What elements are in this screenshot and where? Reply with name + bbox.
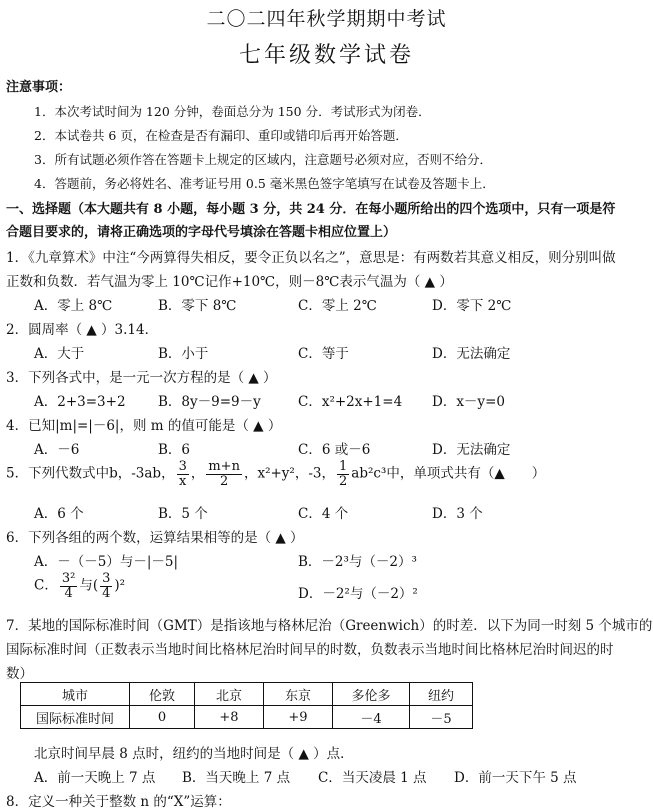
q2-option-c: C．等于 [298, 346, 349, 362]
q5-option-d: D．3 个 [432, 506, 483, 522]
q2-option-b: B．小于 [158, 346, 209, 362]
q5-stem-a: 5．下列代数式中b，-3ab， [6, 465, 175, 482]
q6-option-c [34, 572, 125, 600]
q5-fraction-1-num: 3 [178, 459, 187, 474]
notes-heading: 注意事项： [6, 80, 72, 95]
q5-fraction-3-num: 1 [338, 459, 348, 474]
q5-fraction-3 [337, 460, 349, 488]
q6-option-c-fraction-2 [100, 572, 112, 600]
q5-fraction-1-den: x [179, 473, 187, 489]
note-item-3: 3．所有试题必须作答在答题卡上规定的区域内，注意题号必须对应，否则不给分． [34, 152, 492, 167]
q7-stem-line-2: 国际标准时间（正数表示当地时间比格林尼治时间早的时数，负数表示当地时间比格林尼治时间迟的时 [6, 642, 614, 658]
q7-option-a: A．前一天晚上 7 点 [34, 770, 156, 786]
table-header-cell: 城市 [21, 683, 130, 706]
note-item-4: 4．答题前，务必将姓名、准考证号用 0.5 毫米黑色签字笔填写在试卷及答题卡上． [34, 176, 495, 191]
q5-fraction-2-den: 2 [220, 473, 229, 489]
q6-option-c-fraction-2-num: 3 [102, 571, 111, 586]
q6-option-c-fraction-1-num: 3² [61, 571, 76, 586]
q6-option-b: B．－2³与（－2）³ [298, 554, 417, 570]
exam-title: 二〇二四年秋学期期中考试 [206, 8, 447, 30]
q4-option-c: C．6 或－6 [298, 442, 371, 458]
q1-option-a: A．零上 8℃ [34, 298, 113, 314]
q3-option-b: B．8y－9=9－y [158, 394, 261, 410]
table-header-cell: 纽约 [410, 683, 473, 706]
q7-option-c: C．当天凌晨 1 点 [318, 770, 427, 786]
table-header-cell: 多伦多 [333, 683, 410, 706]
table-cell: 0 [130, 706, 195, 729]
q2-option-a: A．大于 [34, 346, 85, 362]
table-cell: 国际标准时间 [21, 706, 130, 729]
q6-option-c-fraction-2-den: 4 [102, 585, 111, 601]
q7-stem-line-3: 数） [6, 666, 33, 682]
q5-fraction-3-den: 2 [338, 473, 348, 489]
q3-option-c: C．x²+2x+1=4 [298, 394, 403, 410]
q5-stem: 5．下列代数式中b，-3ab， $\frac{3}{x}$ ， $\frac{m+n}{2}$ ，x²+y²，-3， $\frac{1}{2}$ ab²c³中，单项式共有（▲ ） [6, 459, 546, 489]
section-heading-line-1: 一、选择题（本大题共有 8 小题，每小题 3 分，共 24 分．在每小题所给出的四个选项中，只有一项是符 [6, 202, 616, 217]
q5-fraction-1 [177, 460, 189, 488]
q4-option-a: A．－6 [34, 442, 80, 458]
q3-stem: 3．下列各式中，是一元一次方程的是（ ▲ ） [6, 370, 277, 386]
table-header-cell: 北京 [195, 683, 264, 706]
q6-option-c-fraction-1 [60, 572, 77, 600]
q5-option-b: B．5 个 [158, 506, 208, 522]
q6-option-c-tail: )² [114, 577, 126, 594]
q6-option-d: D．－2²与（－2）² [298, 586, 418, 602]
table-header-cell: 伦敦 [130, 683, 195, 706]
q1-stem-line-2: 正数和负数．若气温为零上 10℃记作+10℃，则－8℃表示气温为（ ▲ ） [6, 274, 453, 290]
q6-stem: 6．下列各组的两个数，运算结果相等的是（ ▲ ） [6, 530, 304, 546]
q4-option-b: B．6 [158, 442, 191, 458]
q4-stem: 4．已知|m|=|－6|，则 m 的值可能是（ ▲ ） [6, 418, 282, 434]
q8-stem: 8．定义一种关于整数 n 的“X”运算： [6, 794, 231, 810]
q3-option-a: A．2+3=3+2 [34, 394, 126, 410]
q6-option-c-label: C． [34, 577, 58, 594]
q7-stem-line-1: 7．某地的国际标准时间（GMT）是指该地与格林尼治（Greenwich）的时差．以下为同一时刻 5 个城市的 [6, 618, 653, 634]
q5-option-a: A．6 个 [34, 506, 84, 522]
table-header-row [21, 683, 473, 706]
q7-option-d: D．前一天下午 5 点 [454, 770, 577, 786]
table-header-cell: 东京 [264, 683, 333, 706]
q5-fraction-2-num: m+n [208, 459, 240, 474]
q4-option-d: D．无法确定 [432, 442, 511, 458]
q2-stem: 2．圆周率（ ▲ ）3.14． [6, 322, 159, 338]
table-row [21, 706, 473, 729]
table-cell: +8 [195, 706, 264, 729]
q5-option-c: C．4 个 [298, 506, 349, 522]
q5-fraction-2 [206, 460, 242, 488]
q2-option-d: D．无法确定 [432, 346, 511, 362]
q3-option-d: D．x－y=0 [432, 394, 505, 410]
table-cell: +9 [264, 706, 333, 729]
time-zone-table [20, 682, 473, 729]
q1-stem-line-1: 1．《九章算术》中注“今两算得失相反，要令正负以名之”，意思是：有两数若其意义相反，则分别叫做 [6, 250, 616, 266]
q5-stem-b: ab²c³中，单项式共有（▲ ） [351, 465, 546, 482]
q7-after-table: 北京时间早晨 8 点时，纽约的当地时间是（ ▲ ）点． [34, 746, 354, 762]
q6-option-c-fraction-1-den: 4 [64, 585, 73, 601]
exam-subtitle: 七年级数学试卷 [238, 43, 414, 68]
q1-option-b: B．零下 8℃ [158, 298, 237, 314]
section-heading-line-2: 合题目要求的，请将正确选项的字母代号填涂在答题卡相应位置上） [6, 225, 397, 240]
q6-option-c-mid: 与( [79, 577, 99, 594]
note-item-2: 2．本试卷共 6 页，在检查是否有漏印、重印或错印后再开始答题． [34, 128, 408, 143]
q7-option-b: B．当天晚上 7 点 [182, 770, 291, 786]
table-cell: －5 [410, 706, 473, 729]
q1-option-d: D．零下 2℃ [432, 298, 512, 314]
q6-option-a: A．－（－5）与－|－5| [34, 554, 179, 570]
note-item-1: 1．本次考试时间为 120 分钟，卷面总分为 150 分．考试形式为闭卷． [34, 104, 431, 119]
q5-stem-mid: ，x²+y²，-3， [243, 465, 335, 482]
table-cell: －4 [333, 706, 410, 729]
q1-option-c: C．零上 2℃ [298, 298, 377, 314]
